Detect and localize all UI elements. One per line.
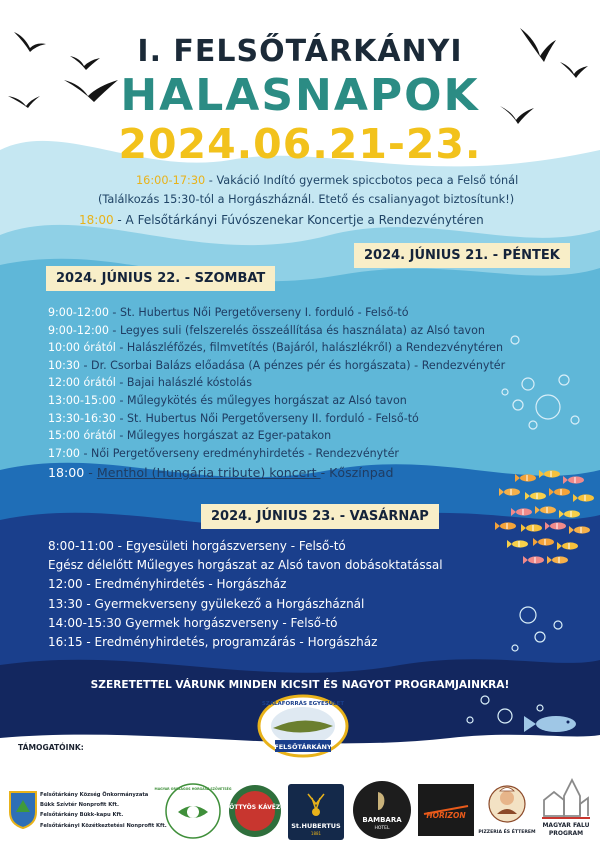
event-text: - Női Pergetőverseny eredményhirdetés - Rendezvénytér bbox=[79, 446, 399, 460]
welcome-message: SZERETETTEL VÁRUNK MINDEN KICSIT ÉS NAGYOT PROGRAMJAINKRA! bbox=[90, 679, 510, 691]
magyar-falu-logo bbox=[540, 776, 592, 820]
event-time: 17:00 bbox=[48, 446, 80, 460]
event-time: 9:00-12:00 bbox=[48, 323, 109, 337]
sponsors-label: TÁMOGATÓINK: bbox=[18, 743, 84, 752]
event-text: - St. Hubertus Női Pergetőverseny II. forduló - Felső-tó bbox=[115, 411, 419, 425]
intro-text: (Találkozás 15:30-tól a Horgászháznál. Etető és csalianyagot biztosítunk!) bbox=[98, 193, 515, 206]
sponsor-name: Felsőtárkány Község Önkormányzata bbox=[40, 792, 149, 798]
title-line-1: I. FELSŐTÁRKÁNYI bbox=[137, 34, 463, 69]
club-logo bbox=[257, 694, 349, 762]
event-time: 18:00 bbox=[48, 465, 85, 481]
event-separator: - bbox=[84, 465, 97, 481]
event-row bbox=[48, 339, 505, 357]
event-row: Egész délelőtt Műlegyes horgászat az Alsó tavon dobásoktatással bbox=[48, 558, 443, 573]
event-row: 8:00-11:00 - Egyesületi horgászverseny - Felső-tó bbox=[48, 539, 346, 553]
event-text: - Halászléfőzés, filmvetítés (Bajáról, halászlékről) a Rendezvénytéren bbox=[115, 341, 504, 355]
title-line-2: HALASNAPOK bbox=[120, 70, 480, 121]
event-time: 12:00 órától bbox=[48, 376, 116, 390]
event-text: - Műlegyes horgászat az Eger-patakon bbox=[115, 429, 332, 443]
bambara-text: BAMBARA bbox=[362, 816, 402, 824]
magyar-falu-line1: MAGYAR FALU bbox=[542, 822, 590, 829]
day-heading-friday: 2024. JÚNIUS 21. - PÉNTEK bbox=[354, 243, 570, 268]
intro-line-3 bbox=[79, 213, 484, 227]
st-hubertus-year: 1881 bbox=[310, 831, 322, 836]
event-time: 13:30-16:30 bbox=[48, 411, 116, 425]
saturday-events bbox=[48, 304, 505, 483]
event-row: 14:00-15:30 Gyermek horgászverseny - Felső-tó bbox=[48, 615, 338, 630]
event-text: - Dr. Csorbai Balázs előadása (A pénzes pér és horgászata) - Rendezvénytér bbox=[79, 358, 506, 372]
magyar-falu-line2: PROGRAM bbox=[548, 830, 584, 837]
pizzeria-caption: PIZZERIA ÉS ÉTTEREM bbox=[478, 830, 536, 835]
event-time: 10:30 bbox=[48, 358, 80, 372]
sunday-events bbox=[48, 537, 443, 652]
event-row bbox=[48, 357, 505, 375]
st-hubertus-logo bbox=[288, 784, 344, 840]
bambara-hotel-logo bbox=[352, 780, 412, 840]
pottyos-text: PÖTTYÖS KÁVÉZÓ bbox=[224, 804, 286, 811]
bambara-sub: HOTEL bbox=[374, 826, 390, 831]
day-heading-saturday: 2024. JÚNIUS 22. - SZOMBAT bbox=[46, 266, 275, 291]
horizon-logo bbox=[418, 784, 474, 836]
intro-text: - A Felsőtárkányi Fúvószenekar Koncertje a Rendezvénytéren bbox=[113, 213, 484, 227]
club-logo-ring: SZALAFORRÁS EGYESÜLET bbox=[261, 701, 345, 707]
pizzeria-logo bbox=[483, 782, 531, 830]
intro-time: 16:00-17:30 bbox=[136, 174, 206, 187]
event-row bbox=[48, 410, 505, 428]
horizon-text: HORIZON bbox=[426, 811, 466, 820]
event-time: 10:00 órától bbox=[48, 341, 116, 355]
event-text: - Műlegykötés és műlegyes horgászat az Alsó tavon bbox=[115, 393, 407, 407]
event-row bbox=[48, 392, 505, 410]
intro-line-1 bbox=[136, 174, 518, 187]
event-row bbox=[48, 427, 505, 445]
mohosz-text: MAGYAR ORSZÁGOS HORGÁSZ SZÖVETSÉG bbox=[154, 787, 232, 791]
coat-of-arms-logo bbox=[8, 790, 38, 830]
event-row: 16:15 - Eredményhirdetés, programzárás - Horgászház bbox=[48, 635, 378, 650]
concert-link[interactable]: Menthol (Hungária tribute) koncert bbox=[96, 465, 321, 481]
event-row bbox=[48, 322, 505, 340]
day-heading-sunday: 2024. JÚNIUS 23. - VASÁRNAP bbox=[201, 504, 439, 529]
sponsor-names bbox=[40, 790, 167, 831]
event-row bbox=[48, 374, 505, 392]
event-row bbox=[48, 304, 505, 322]
sponsor-name: Bükk Szívtér Nonprofit Kft. bbox=[40, 802, 119, 809]
event-time: 13:00-15:00 bbox=[48, 393, 116, 407]
club-logo-banner: FELSŐTÁRKÁNY bbox=[274, 743, 332, 751]
event-place: - Kőszínpad bbox=[320, 465, 394, 481]
pottyos-logo bbox=[224, 784, 286, 838]
event-row bbox=[48, 445, 505, 463]
event-row: 13:30 - Gyermekverseny gyülekező a Horgászháznál bbox=[48, 596, 365, 611]
event-row: 12:00 - Eredményhirdetés - Horgászház bbox=[48, 577, 287, 592]
title-dates: 2024.06.21-23. bbox=[118, 120, 482, 168]
event-text: - Legyes suli (felszerelés összeállítása és használata) az Alsó tavon bbox=[108, 323, 485, 337]
event-time: 15:00 órától bbox=[48, 429, 116, 443]
sponsor-name: Felsőtárkányi Közétkeztetési Nonprofit Kft. bbox=[40, 822, 167, 829]
st-hubertus-text: St.HUBERTUS bbox=[291, 822, 341, 830]
event-text: - Bajai halászlé kóstolás bbox=[115, 376, 252, 390]
sponsor-name: Felsőtárkány Bükk-kapu Kft. bbox=[40, 812, 124, 819]
intro-text: - Vakáció Indító gyermek spiccbotos peca a Felső tónál bbox=[205, 174, 519, 187]
mohosz-logo bbox=[154, 782, 232, 840]
event-row bbox=[48, 462, 505, 483]
intro-line-2 bbox=[98, 193, 514, 206]
intro-time: 18:00 bbox=[79, 213, 114, 227]
event-text: - St. Hubertus Női Pergetőverseny I. forduló - Felső-tó bbox=[108, 306, 409, 319]
event-time: 9:00-12:00 bbox=[48, 306, 109, 319]
